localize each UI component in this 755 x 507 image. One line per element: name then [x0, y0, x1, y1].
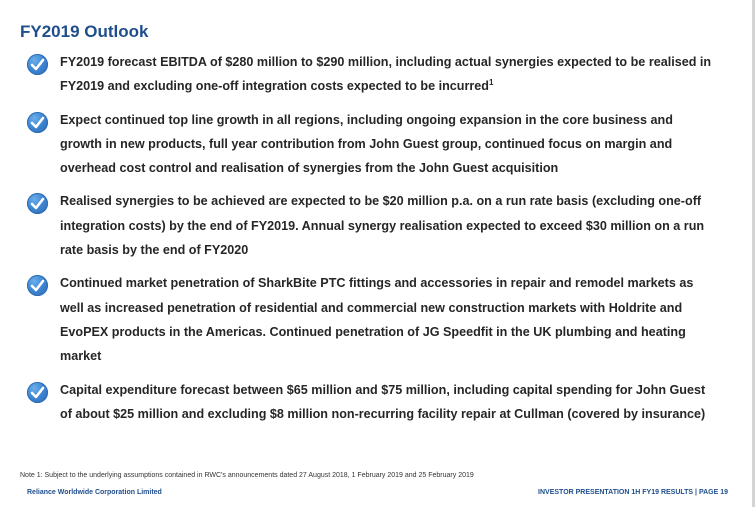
list-item [27, 108, 717, 181]
footer-company: Reliance Worldwide Corporation Limited [27, 489, 162, 496]
list-item [27, 378, 717, 427]
list-item [27, 50, 717, 99]
list-item-text [60, 50, 717, 99]
footnote-marker: 1 [488, 78, 494, 88]
list-item-text: Continued market penetration of SharkBite PTC fittings and accessories in repair and remodel markets as well as increased penetration of residential and commercial new construction markets with Holdrite and EvoPEX products in the Americas. Continued penetration of JG Speedfit in the UK plumbing and heating market [60, 276, 694, 364]
outlook-list [27, 50, 717, 435]
list-item [27, 189, 717, 262]
check-circle-icon [27, 275, 48, 296]
list-item-text: Expect continued top line growth in all regions, including ongoing expansion in the core business and growth in new products, full year contribution from John Guest group, continued focus on margin and overhead cost control and realisation of synergies from the John Guest acquisition [60, 112, 673, 176]
list-item-text: Capital expenditure forecast between $65 million and $75 million, including capital spending for John Guest of about $25 million and excluding $8 million non-recurring facility repair at Cullman (covered by insurance) [60, 382, 706, 421]
check-circle-icon [27, 193, 48, 214]
list-item-body: FY2019 forecast EBITDA of $280 million to $290 million, including actual synergies expected to be realised in FY2019 and excluding one-off integration costs expected to be incurred [60, 55, 712, 94]
check-circle-icon [27, 382, 48, 403]
footnote: Note 1: Subject to the underlying assumptions contained in RWC's announcements dated 27 August 2018, 1 February 2019 and 25 February 2019 [20, 472, 474, 479]
slide-title: FY2019 Outlook [20, 22, 149, 41]
check-circle-icon [27, 112, 48, 133]
list-item [27, 271, 717, 368]
footer-page-label: INVESTOR PRESENTATION 1H FY19 RESULTS | PAGE 19 [538, 489, 728, 496]
list-item-text: Realised synergies to be achieved are expected to be $20 million p.a. on a run rate basis (excluding one-off integration costs) by the end of FY2019. Annual synergy realisation expected to exceed $30 million on a run rate basis by the end of FY2020 [60, 194, 705, 258]
check-circle-icon [27, 54, 48, 75]
